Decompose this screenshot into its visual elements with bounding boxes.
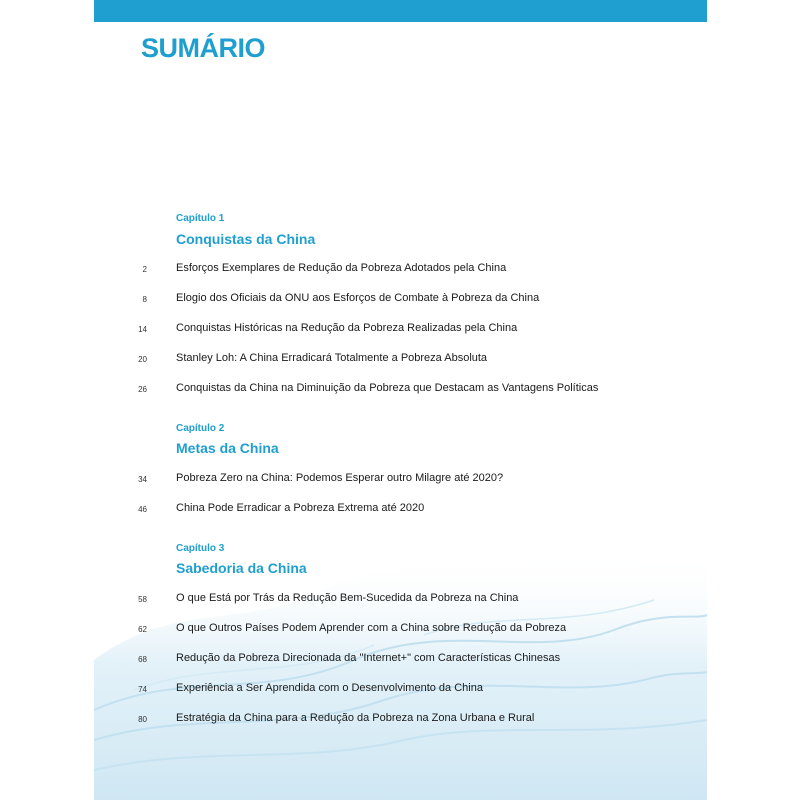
toc-entry-title: Stanley Loh: A China Erradicará Totalmente a Pobreza Absoluta [176,352,488,364]
chapter-1-title: Conquistas da China [176,231,316,247]
toc-entry[interactable] [94,712,707,728]
toc-entry[interactable] [94,652,707,668]
toc-entry-title: Conquistas Históricas na Redução da Pobreza Realizadas pela China [176,322,518,334]
chapter-3-title: Sabedoria da China [176,560,307,576]
page-title: SUMÁRIO [141,33,265,63]
toc-entry[interactable] [94,262,707,278]
toc-entry-title: Pobreza Zero na China: Podemos Esperar outro Milagre até 2020? [176,472,504,484]
toc-page-number: 46 [138,505,147,514]
toc-entry-title: Esforços Exemplares de Redução da Pobreza Adotados pela China [176,262,507,274]
landscape-watermark-image [94,540,707,800]
toc-entry[interactable] [94,292,707,308]
toc-page-number: 34 [138,475,147,484]
toc-entry-title: O que Outros Países Podem Aprender com a China sobre Redução da Pobreza [176,622,567,634]
toc-page-number: 26 [138,385,147,394]
toc-entry-title: Experiência a Ser Aprendida com o Desenvolvimento da China [176,682,483,694]
toc-entry[interactable] [94,322,707,338]
toc-entry-title: China Pode Erradicar a Pobreza Extrema até 2020 [176,502,425,514]
toc-page-number: 68 [138,655,147,664]
page [94,0,707,800]
toc-entry[interactable] [94,472,707,488]
chapter-3-label: Capítulo 3 [176,543,225,554]
toc-entry-title: O que Está por Trás da Redução Bem-Sucedida da Pobreza na China [176,592,519,604]
toc-page-number: 8 [142,295,147,304]
toc-entry[interactable] [94,592,707,608]
toc-entry-title: Estratégia da China para a Redução da Pobreza na Zona Urbana e Rural [176,712,535,724]
toc-page-number: 20 [138,355,147,364]
chapter-2-label: Capítulo 2 [176,423,225,434]
toc-entry[interactable] [94,352,707,368]
toc-page-number: 58 [138,595,147,604]
toc-page-number: 2 [142,265,147,274]
chapter-1-label: Capítulo 1 [176,213,225,224]
toc-entry[interactable] [94,682,707,698]
toc-page-number: 62 [138,625,147,634]
toc-entry[interactable] [94,382,707,398]
toc-entry[interactable] [94,622,707,638]
toc-page-number: 14 [138,325,147,334]
chapter-2-title: Metas da China [176,440,279,456]
toc-entry-title: Redução da Pobreza Direcionada da "Internet+" com Características Chinesas [176,652,561,664]
toc-page-number: 80 [138,715,147,724]
toc-entry[interactable] [94,502,707,518]
toc-entry-title: Elogio dos Oficiais da ONU aos Esforços de Combate à Pobreza da China [176,292,540,304]
top-color-band [94,0,707,22]
toc-page-number: 74 [138,685,147,694]
toc-entry-title: Conquistas da China na Diminuição da Pobreza que Destacam as Vantagens Políticas [176,382,599,394]
